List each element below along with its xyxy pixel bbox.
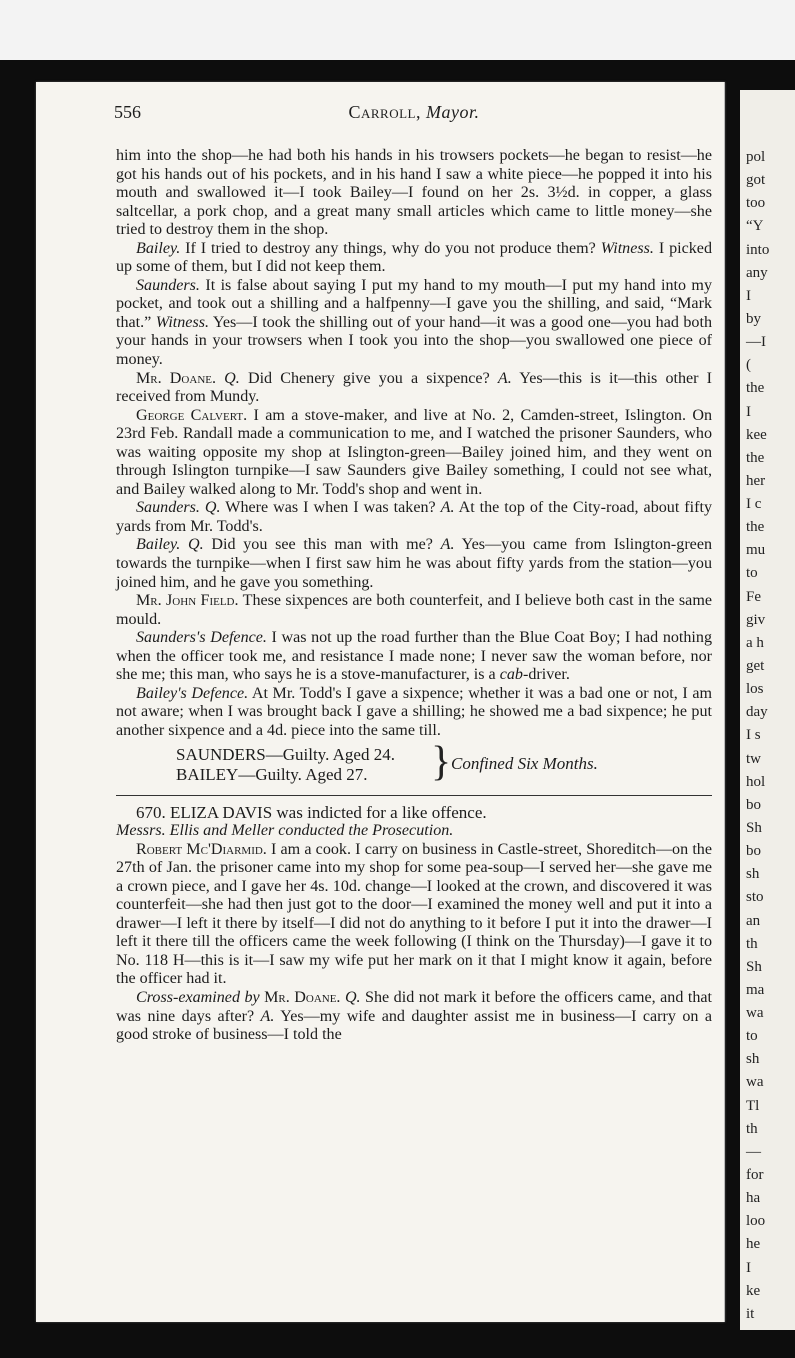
speaker: Bailey. — [136, 536, 181, 554]
running-head — [114, 102, 714, 123]
running-head-name: Carroll, — [348, 102, 421, 122]
adjacent-page-fragment: for — [746, 1167, 764, 1184]
adjacent-page-fragment: th — [746, 935, 758, 952]
speaker: Witness. — [155, 313, 209, 331]
adjacent-page-fragment: Fe — [746, 588, 761, 605]
adjacent-page-fragment: into — [746, 241, 770, 258]
scan-background-top — [0, 0, 795, 60]
adjacent-page-fragment: a h — [746, 634, 764, 651]
adjacent-page-fragment: mu — [746, 542, 766, 559]
adjacent-page-fragment: get — [746, 658, 765, 675]
adjacent-page-fragment: the — [746, 519, 765, 536]
adjacent-page-fragment: hol — [746, 773, 766, 790]
question-marker: Q. — [224, 369, 240, 387]
paragraph-text: -driver. — [522, 666, 570, 684]
adjacent-page-fragment: day — [746, 704, 768, 721]
paragraph-text: Yes—I took the shilling out of your hand—it was a good one—you had both your hands in your trowsers when I took you into the shop—you swallowed one piece of money. — [116, 313, 712, 369]
paragraph — [116, 592, 712, 629]
paragraph — [116, 407, 712, 500]
paragraph — [116, 629, 712, 685]
sentence: Confined Six Months. — [451, 753, 598, 773]
adjacent-page-fragment: it — [746, 1305, 755, 1322]
adjacent-page-fragment: los — [746, 681, 764, 698]
paragraph — [116, 536, 712, 592]
paragraph-text: It is false about saying I put my hand to my mouth—I put my hand into my pocket, and took out a shilling and a halfpenny—I gave you the shilling, and said, “Mark that.” — [116, 276, 712, 331]
speaker: Mr. Doane. — [136, 369, 217, 387]
question-marker: Q. — [204, 499, 221, 517]
adjacent-page-fragment: to — [746, 565, 758, 582]
adjacent-page-fragment: Tl — [746, 1097, 760, 1114]
adjacent-page-fragment: wa — [746, 1074, 764, 1091]
paragraph-text: Yes—this is it—this other I received from Mundy. — [116, 369, 713, 406]
adjacent-page-fragment: the — [746, 449, 765, 466]
adjacent-page-fragment: ma — [746, 981, 765, 998]
paragraph-text: If I tried to destroy any things, why do you not produce them? — [180, 239, 596, 257]
adjacent-page-fragment: bo — [746, 843, 761, 860]
speaker: Saunders. — [136, 499, 200, 517]
case-title: 670. ELIZA DAVIS was indicted for a like offence. — [136, 802, 487, 822]
adjacent-page-fragment: I — [746, 1259, 751, 1276]
paragraph-text: Did you see this man with me? — [203, 536, 433, 554]
answer-marker: A. — [440, 536, 455, 554]
answer-marker: A. — [260, 1007, 275, 1025]
adjacent-page-fragment: he — [746, 1236, 761, 1253]
adjacent-page-fragment: th — [746, 1120, 758, 1137]
adjacent-page-fragment: “Y — [746, 218, 764, 235]
adjacent-page-fragment: ke — [746, 1282, 761, 1299]
speaker: Mr. Doane. — [264, 988, 341, 1006]
page-number: 556 — [114, 102, 141, 122]
paragraph — [116, 499, 712, 536]
speaker: Witness. — [600, 239, 654, 257]
adjacent-page-fragment: — — [746, 1143, 761, 1160]
paragraph-text: I was not up the road further than the Blue Coat Boy; I had nothing when the officer took me, and resistance I made none; I never saw the woman before, nor she me; this man, who says he is a stove-manufacturer, is a — [116, 629, 712, 684]
paragraph — [116, 277, 712, 370]
adjacent-page-fragment: sh — [746, 866, 760, 883]
adjacent-page-fragment: I — [746, 403, 751, 420]
section-divider — [116, 795, 712, 796]
paragraph-text: I picked up some of them, but I did not keep them. — [116, 239, 712, 276]
speaker: Bailey. — [136, 239, 181, 257]
paragraph — [116, 240, 712, 277]
speaker: Bailey's Defence. — [136, 684, 249, 702]
cross-exam-label: Cross-examined by — [136, 988, 260, 1006]
question-marker: Q. — [344, 988, 361, 1006]
paragraph-text: I am a cook. I carry on business in Castle-street, Shoreditch—on the 27th of Jan. the prisoner came into my shop for some pea-soup—I served her—she gave me a crown piece, and I gave her 4s. 10d. change—I looked at the crown, and discovered it was counterfeit—she had then just got to the door—I examined the money well and put it into a drawer—I left it there by itself—I did not do anything to it before I put it into the drawer—I left it there till the officers came the week following (I think on the Thursday)—I gave it to No. 118 H—this is it—I saw my wife put her mark on it that I might know it again, before the officer had it. — [116, 840, 712, 988]
adjacent-page-fragment: Sh — [746, 958, 762, 975]
adjacent-page-fragment: got — [746, 172, 766, 189]
question-marker: Q. — [187, 536, 204, 554]
adjacent-page-fragment: I s — [746, 727, 761, 744]
verdict-line: BAILEY—Guilty. Aged 27. — [176, 764, 368, 784]
adjacent-page-fragment: wa — [746, 1005, 764, 1022]
answer-marker: A. — [440, 499, 455, 517]
paragraph-text: Yes—my wife and daughter assist me in business—I carry on a good stroke of business—I told the — [116, 1007, 712, 1044]
paragraph-text: She did not mark it before the officers came, and that was nine days after? — [116, 988, 712, 1025]
speaker: Saunders. — [136, 276, 200, 294]
paragraph — [116, 685, 712, 741]
adjacent-page-fragment: ha — [746, 1190, 761, 1207]
paragraph — [116, 370, 712, 407]
adjacent-page-fragment: giv — [746, 611, 766, 628]
paragraph-text: Yes—you came from Islington-green towards the turnpike—when I first saw him he was about fifty yards from the station—you joined him, and he gave you something. — [116, 536, 713, 591]
adjacent-page-fragment: —I — [746, 334, 766, 351]
verdict-names — [176, 745, 395, 785]
paragraph — [116, 147, 712, 240]
paragraph-text: I am a stove-maker, and live at No. 2, Camden-street, Islington. On 23rd Feb. Randall made a communication to me, and I watched the prisoner Saunders, who was waiting opposite my shop at Islington-green—Bailey joined him, and they went on through Islington turnpike—I saw Saunders give Bailey something, I could not see what, and Bailey walked along to Mr. Todd's shop and went in. — [116, 406, 713, 498]
prosecution-note: Messrs. Ellis and Meller conducted the Prosecution. — [116, 822, 454, 840]
adjacent-page-fragment: I c — [746, 496, 762, 513]
adjacent-page-fragment: I — [746, 287, 751, 304]
paragraph — [116, 841, 712, 989]
adjacent-page-fragment: tw — [746, 750, 761, 767]
speaker: Saunders's Defence. — [136, 629, 267, 647]
paragraph-text: him into the shop—he had both his hands in his trowsers pockets—he began to resist—he got his hands out of his pockets, and in his hand I saw a white piece—he popped it into his mouth and swallowed it—I took Bailey—I found on her 2s. 3½d. in copper, a glass saltcellar, a pork chop, and a great many small articles which came to little money—she tried to destroy them in the shop. — [116, 147, 712, 239]
verdict — [116, 738, 712, 787]
speaker: George Calvert. — [136, 406, 248, 424]
adjacent-page-fragment: sto — [746, 889, 764, 906]
paragraph-text: At Mr. Todd's I gave a sixpence; whether it was a bad one or not, I am not aware; when I was brought back I gave a shilling; he showed me a bad sixpence; he put another sixpence and a 4d. piece into the same till. — [116, 684, 712, 739]
adjacent-page-fragment: Sh — [746, 819, 762, 836]
paragraph-text: At the top of the City-road, about fifty yards from Mr. Todd's. — [116, 499, 712, 535]
speaker: Mr. John Field. — [136, 592, 239, 610]
paragraph-text: Did Chenery give you a sixpence? — [239, 369, 490, 387]
book-page — [36, 82, 725, 1322]
adjacent-page-fragment: sh — [746, 1051, 760, 1068]
adjacent-page-fragment: kee — [746, 426, 767, 443]
adjacent-page-fragment: ( — [746, 357, 751, 374]
adjacent-page-fragment: pol — [746, 149, 766, 165]
speaker: Robert Mc'Diarmid. — [136, 840, 267, 858]
running-head-title: Mayor. — [426, 102, 480, 122]
adjacent-page-fragment: loo — [746, 1213, 766, 1230]
paragraph-text: These sixpences are both counterfeit, and I believe both cast in the same mould. — [116, 592, 712, 628]
page-header — [114, 102, 714, 126]
paragraph — [116, 989, 712, 1045]
adjacent-page-fragment: to — [746, 1028, 758, 1045]
italic-word: cab — [499, 666, 523, 684]
brace: } — [431, 738, 452, 785]
body-text — [116, 147, 712, 1045]
adjacent-page-fragment: her — [746, 472, 766, 489]
paragraph-text: Where was I when I was taken? — [220, 499, 436, 517]
adjacent-page-fragment: by — [746, 310, 761, 327]
adjacent-page-fragment: the — [746, 380, 765, 397]
adjacent-page-fragment: too — [746, 195, 766, 212]
adjacent-page-fragment: an — [746, 912, 761, 929]
answer-marker: A. — [497, 369, 512, 387]
verdict-line: SAUNDERS—Guilty. Aged 24. — [176, 744, 395, 764]
adjacent-page — [740, 90, 795, 1330]
adjacent-page-fragment: any — [746, 264, 768, 281]
adjacent-page-fragment: bo — [746, 796, 761, 813]
